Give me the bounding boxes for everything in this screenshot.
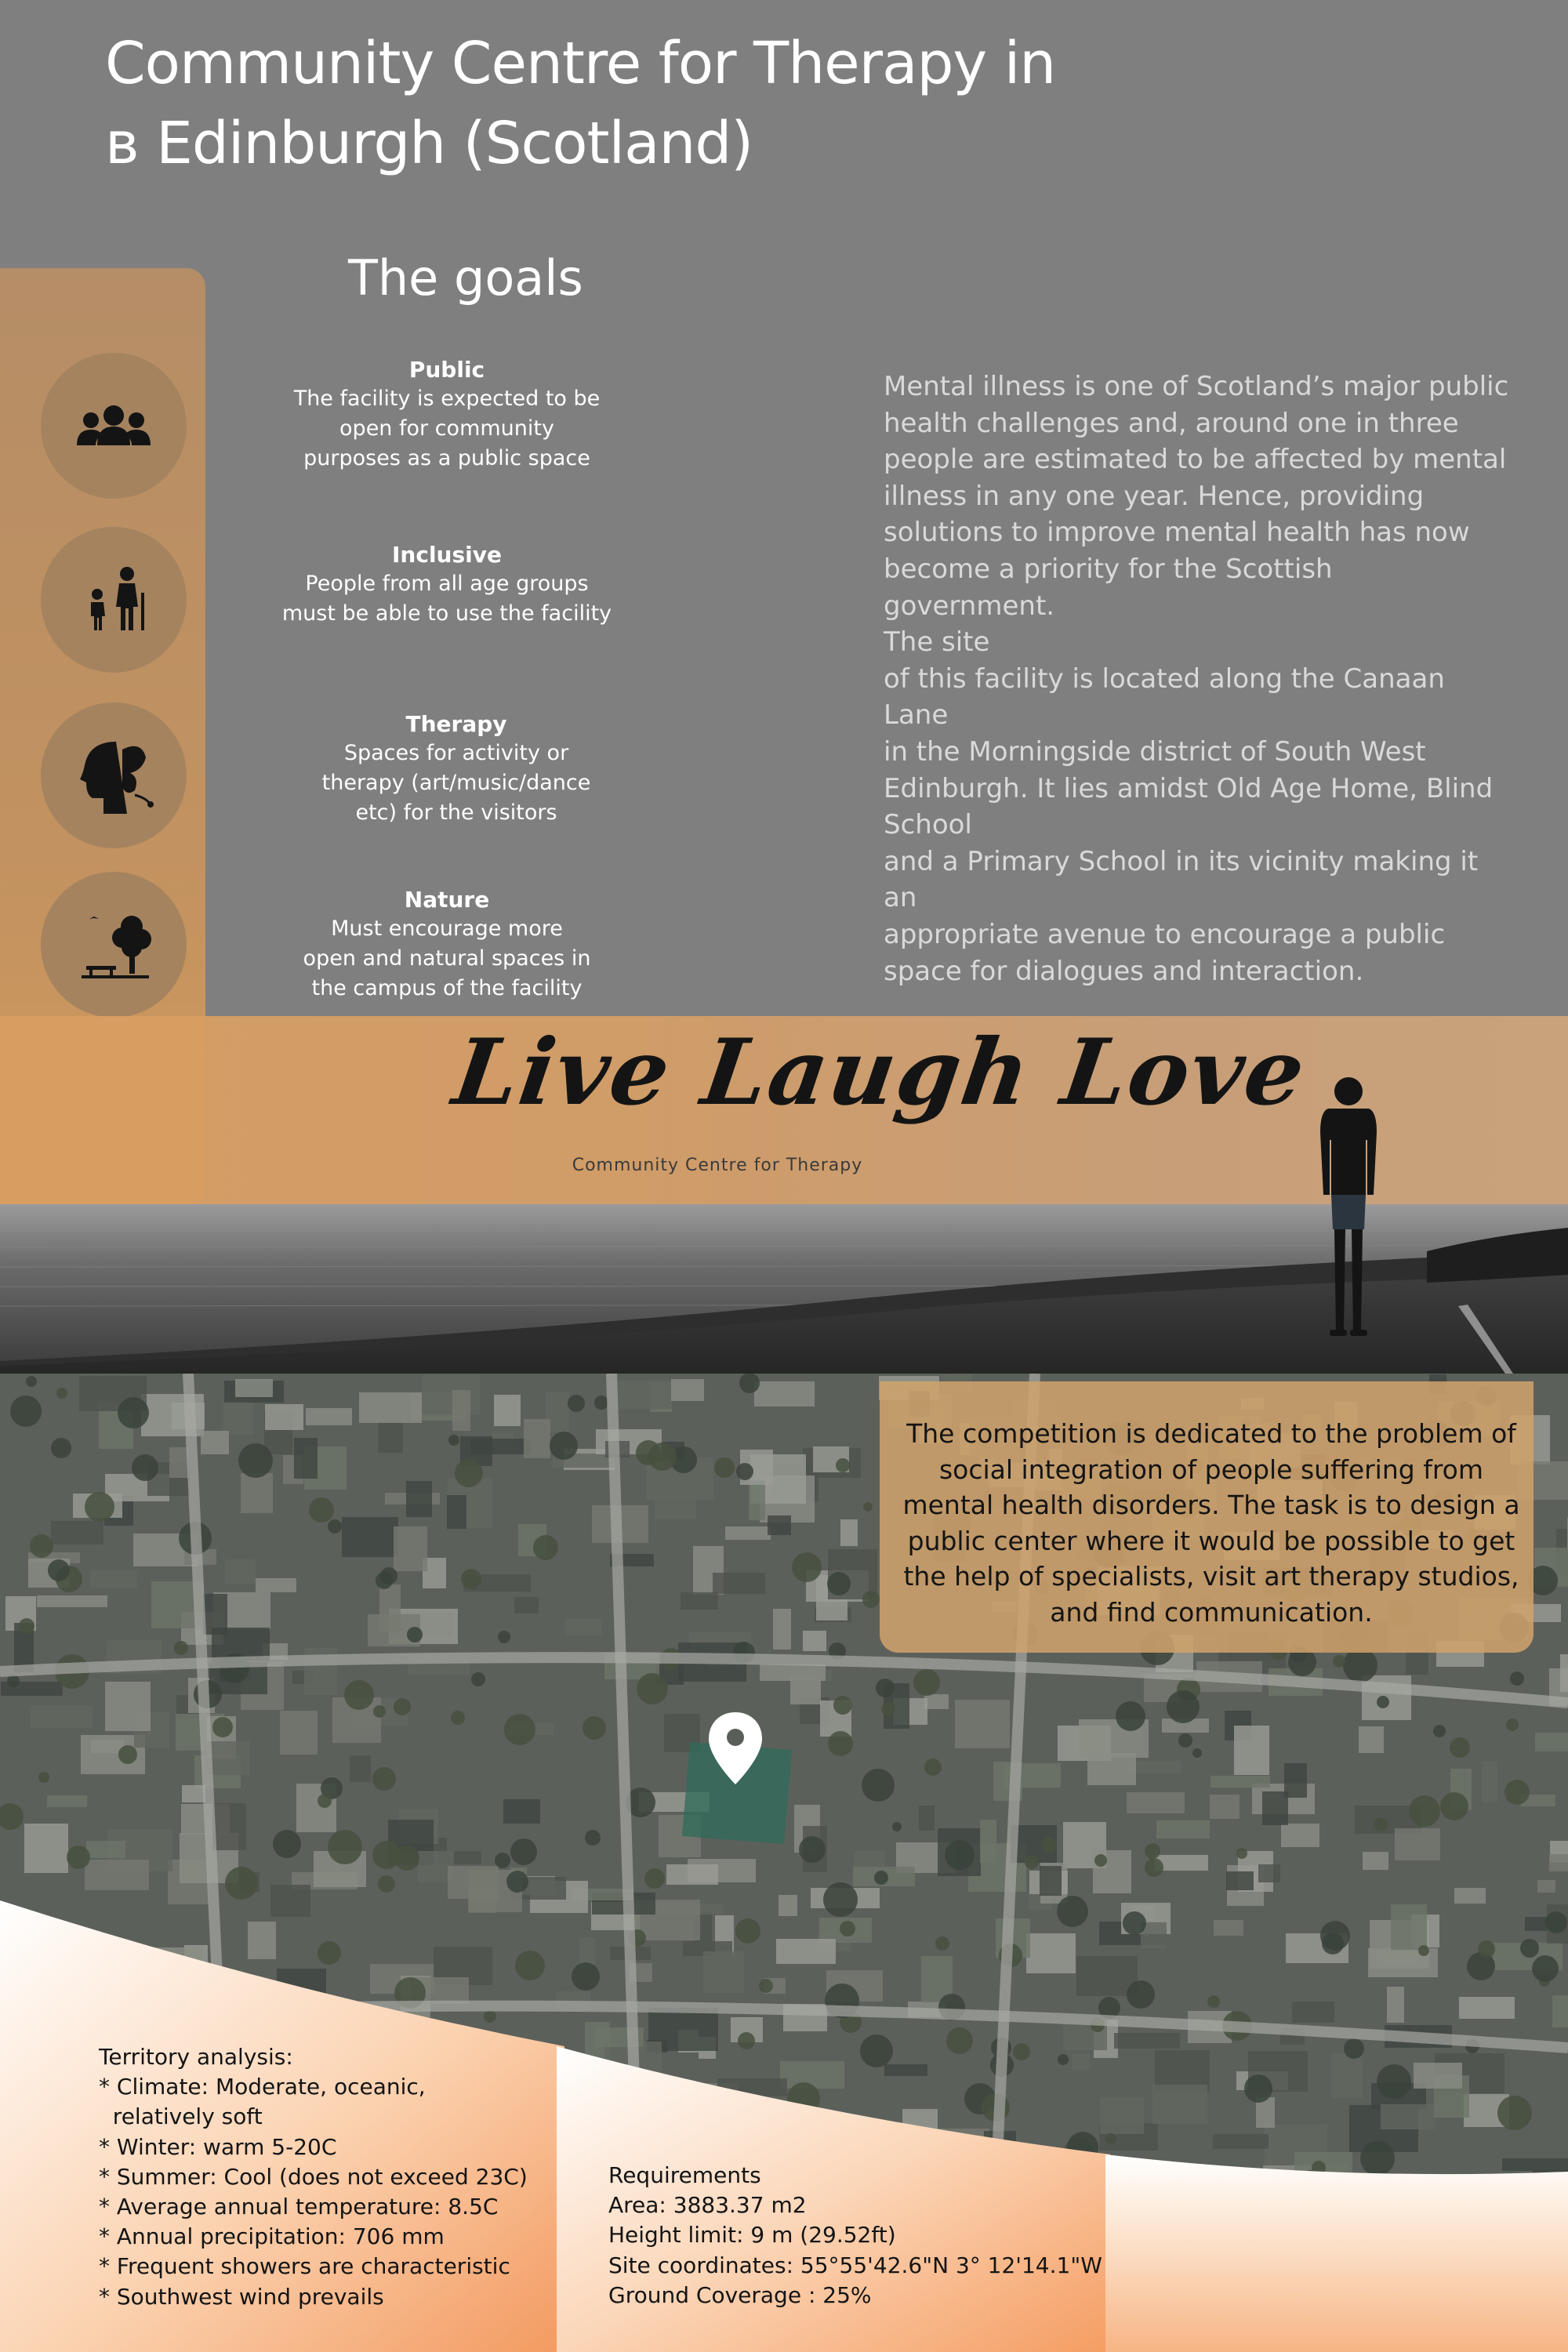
goal-inclusive xyxy=(267,541,627,629)
page-title-line-2: в Edinburgh (Scotland) xyxy=(105,110,753,177)
location-pin-icon xyxy=(707,1711,764,1786)
goal-icon-nature xyxy=(41,872,187,1018)
people-group-icon xyxy=(41,353,187,499)
intro-paragraph: Mental illness is one of Scotland’s major public health challenges and, around one in three people are estimated to be affected by mental illness in any one year. Hence, providing solutions to improve mental health has now become a priority for the Scottish government. The site of this facility is located along the Canaan Lane in the Morningside district of South West Edinburgh. It lies amidst Old Age Home, Blind School and a Primary School in its vicinity making it an appropriate avenue to encourage a public space for dialogues and interaction. xyxy=(884,371,1509,987)
person-silhouette xyxy=(1301,1073,1396,1347)
slogan-subtitle: Community Centre for Therapy xyxy=(572,1156,863,1175)
goal-therapy xyxy=(276,710,637,828)
goal-title: Inclusive xyxy=(392,542,502,568)
goal-public xyxy=(267,356,627,474)
goal-icon-inclusive xyxy=(41,527,187,673)
competition-description: The competition is dedicated to the problem of social integration of people suffering from mental health disorders. The task is to design a public center where it would be possible to get the help of specialists, visit art therapy studios, and find communication. xyxy=(902,1418,1520,1628)
tree-bench-icon xyxy=(41,872,187,1018)
child-and-elder-icon xyxy=(41,527,187,673)
goal-icon-therapy xyxy=(41,702,187,848)
page-title-line-1: Community Centre for Therapy in xyxy=(105,30,1056,97)
goal-title: Public xyxy=(408,357,485,383)
goal-nature xyxy=(267,886,627,1004)
territory-analysis: Territory analysis: * Climate: Moderate, oceanic, relatively soft * Winter: warm 5-20C * Summer: Cool (does not exceed 23C) * Average annual temperature: 8.5C * Annual precipitation: 706 mm * Frequent showers are characteristic * Southwest wind prevails xyxy=(99,2044,528,2310)
goal-title: Therapy xyxy=(405,711,507,737)
slogan: Live Laugh Love xyxy=(447,1019,1312,1126)
goal-icon-public xyxy=(41,353,187,499)
goals-heading: The goals xyxy=(348,249,583,307)
goal-description: The facility is expected to be open for community purposes as a public space xyxy=(293,387,601,470)
goals-icon-column-end xyxy=(0,1016,205,1206)
head-butterfly-icon xyxy=(41,702,187,848)
goal-title: Nature xyxy=(404,887,490,913)
goal-description: Spaces for activity or therapy (art/music/dance etc) for the visitors xyxy=(321,741,591,825)
site-requirements: Requirements Area: 3883.37 m2 Height limit: 9 m (29.52ft) Site coordinates: 55°55'42.6"N 3° 12'14.1"W Ground Coverage : 25% xyxy=(608,2162,1102,2308)
goal-description: People from all age groups must be able to use the facility xyxy=(281,572,612,626)
goal-description: Must encourage more open and natural spaces in the campus of the facility xyxy=(303,916,591,1000)
